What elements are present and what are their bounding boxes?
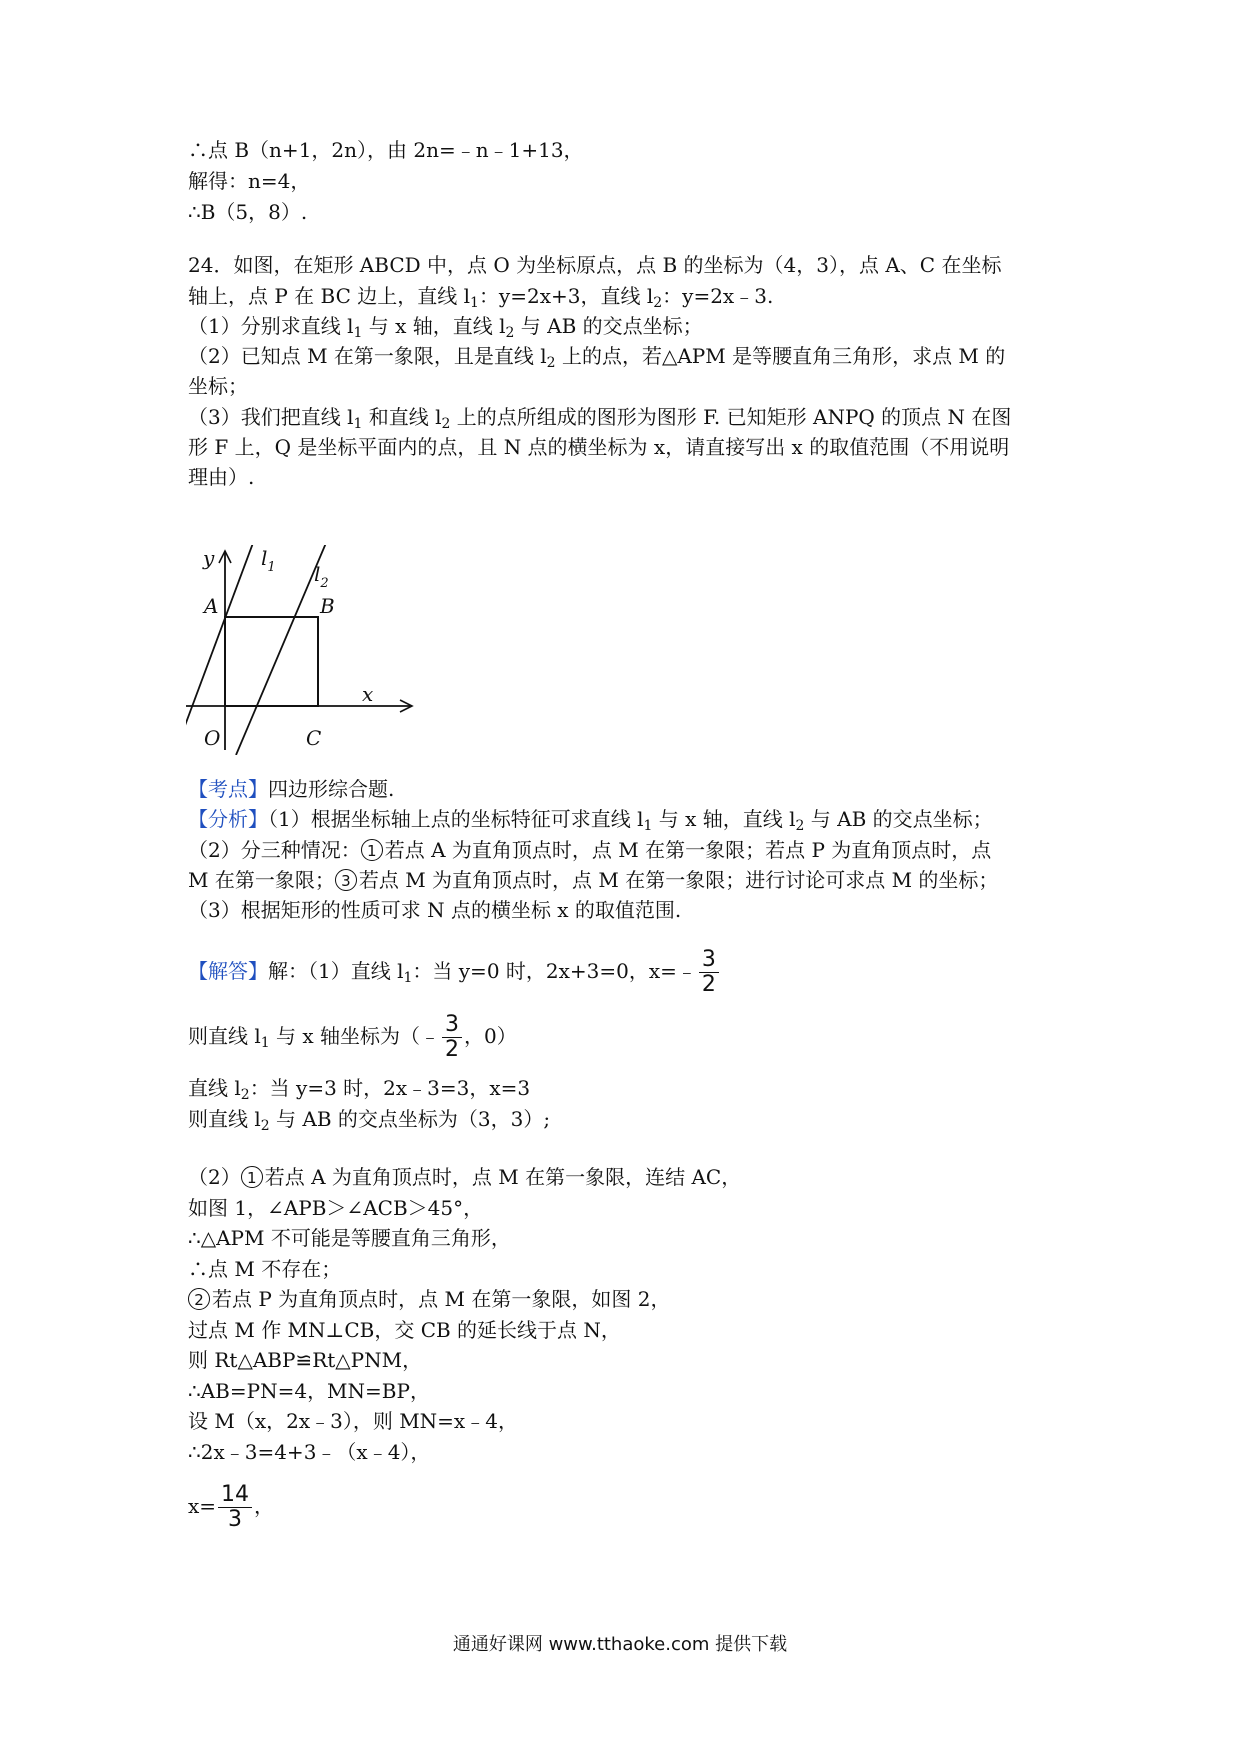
analysis-line [188,865,998,895]
question-part-3-cont: 理由）. [188,465,255,489]
page-footer: 通通好课网 www.tthaoke.com 提供下载 [452,1634,788,1655]
answer-line [188,1162,741,1192]
text: 和直线 l [362,405,442,429]
text: 轴上，点 P 在 BC 边上，直线 l [188,284,471,308]
text: 若点 A 为直角顶点时，点 M 在第一象限，连结 AC， [264,1165,742,1189]
text: 若点 M 为直角顶点时，点 M 在第一象限；进行讨论可求点 M 的坐标； [358,868,999,892]
topic-tag: 【考点】 [188,777,268,801]
subscript: 1 [260,1035,270,1051]
subscript: 2 [260,1118,270,1134]
denominator: 3 [228,1507,243,1532]
circled-number: 2 [188,1288,210,1310]
text: 上的点，若△APM 是等腰直角三角形，求点 M 的 [555,344,1006,368]
label-l1 [261,546,276,575]
numerator: 3 [699,948,719,973]
question-part-2 [188,341,1005,371]
text: 则直线 l [188,1024,261,1048]
analysis-line [188,835,991,865]
text: 与 x 轴，直线 l [652,807,796,831]
analysis-tag: 【分析】 [188,807,268,831]
label-l2 [314,562,329,591]
text: ：y=2x﹣3. [662,284,774,308]
fraction [442,1013,462,1062]
text: 与 AB 的交点坐标为（3，3）; [269,1107,551,1131]
subscript: 2 [320,576,329,591]
fraction [218,1483,252,1532]
answer-line: 过点 M 作 MN⊥CB，交 CB 的延长线于点 N， [188,1318,621,1342]
label-y: y [203,546,215,570]
text: 与 x 轴坐标为（﹣ [269,1024,441,1048]
answer-line: ∴AB=PN=4，MN=BP， [188,1379,430,1403]
numerator: 14 [218,1483,252,1508]
text: x= [188,1494,217,1518]
question-part-1 [188,311,703,341]
question-part-2-cont: 坐标； [188,374,248,398]
answer-line [188,1073,530,1103]
label-b: B [320,594,335,618]
circled-number: 1 [361,839,383,861]
line-l1 [186,545,256,755]
text: 与 x 轴，直线 l [362,314,506,338]
text: ：当 y=0 时，2x+3=0，x=﹣ [412,959,697,983]
line-l2 [236,545,329,755]
subscript: 1 [267,560,276,575]
text: （2）已知点 M 在第一象限，且是直线 l [188,344,547,368]
answer-line: ∴点 M 不存在； [188,1257,342,1281]
answer-line: 如图 1，∠APB＞∠ACB＞45°， [188,1196,484,1220]
label-a: A [204,594,219,618]
question-stem-line: 24．如图，在矩形 ABCD 中，点 O 为坐标原点，点 B 的坐标为（4，3），点 A、C 在坐标 [188,253,1002,277]
answer-line [188,1480,274,1532]
answer-tag: 【解答】 [188,959,268,983]
label-c: C [306,726,322,750]
analysis-line: （3）根据矩形的性质可求 N 点的横坐标 x 的取值范围. [188,898,682,922]
text: （1）根据坐标轴上点的坐标特征可求直线 l [268,807,644,831]
text: M 在第一象限； [188,868,335,892]
question-part-3-cont: 形 F 上，Q 是坐标平面内的点，且 N 点的横坐标为 x，请直接写出 x 的取值范围（不用说明 [188,435,1010,459]
denominator: 2 [701,972,716,997]
answer-line [188,1104,550,1134]
solution-line: 解得：n=4， [188,169,311,193]
label-x: x [362,682,374,706]
text: l [314,562,321,586]
subscript: 2 [546,355,556,371]
numerator: 3 [442,1013,462,1038]
text: l [261,546,268,570]
denominator: 2 [445,1037,460,1062]
text: 则直线 l [188,1107,261,1131]
answer-line [188,945,721,997]
text: ：y=2x+3，直线 l [478,284,654,308]
text: 直线 l [188,1076,241,1100]
subscript: 1 [643,818,653,834]
coordinate-figure [186,545,426,755]
answer-line [188,1284,670,1314]
text: 上的点所组成的图形为图形 F. 已知矩形 ANPQ 的顶点 N 在图 [450,405,1012,429]
text: ，0） [464,1024,517,1048]
text: 若点 A 为直角顶点时，点 M 在第一象限；若点 P 为直角顶点时，点 [384,838,992,862]
answer-line [188,1010,517,1062]
question-part-3 [188,402,1011,432]
topic-line [188,774,394,804]
subscript: 1 [353,325,363,341]
circled-number: 1 [241,1166,263,1188]
answer-line: 设 M（x，2x﹣3），则 MN=x﹣4， [188,1409,518,1433]
text: 与 AB 的交点坐标； [514,314,703,338]
subscript: 2 [795,818,805,834]
label-o: O [204,726,221,750]
text: （1）分别求直线 l [188,314,354,338]
subscript: 2 [240,1087,250,1103]
text: 若点 P 为直角顶点时，点 M 在第一象限，如图 2， [212,1287,671,1311]
answer-line: 则 Rt△ABP≌Rt△PNM， [188,1348,423,1372]
subscript: 1 [403,970,413,986]
solution-line: ∴B（5，8）. [188,200,308,224]
text: （2）分三种情况： [188,838,361,862]
circled-number: 3 [335,869,357,891]
text: 四边形综合题. [268,777,395,801]
question-stem-line [188,281,773,311]
answer-line: ∴△APM 不可能是等腰直角三角形， [188,1226,511,1250]
subscript: 2 [441,416,451,432]
text: ， [254,1494,275,1518]
fraction [699,948,719,997]
text: ：当 y=3 时，2x﹣3=3，x=3 [249,1076,531,1100]
answer-line: ∴2x﹣3=4+3﹣（x﹣4）， [188,1440,431,1464]
text: 与 AB 的交点坐标； [804,807,993,831]
solution-line: ∴点 B（n+1，2n），由 2n=﹣n﹣1+13， [188,138,584,162]
subscript: 2 [505,325,515,341]
rectangle-abco [225,617,318,706]
subscript: 1 [353,416,363,432]
text: （3）我们把直线 l [188,405,354,429]
text: 解：（1）直线 l [268,959,404,983]
text: （2） [188,1165,241,1189]
subscript: 1 [470,295,479,311]
subscript: 2 [653,295,663,311]
analysis-line [188,804,993,834]
